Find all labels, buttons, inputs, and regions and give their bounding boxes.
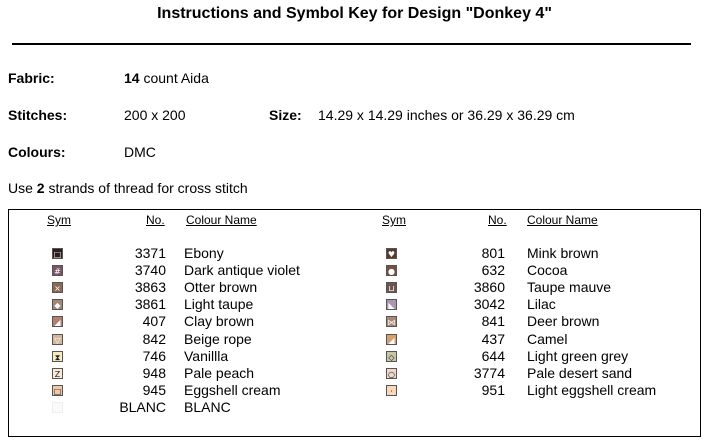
colour-number: 437: [481, 330, 505, 347]
header-no-left: No.: [146, 213, 165, 227]
colour-number: 3863: [134, 279, 166, 296]
colour-name: Light green grey: [527, 347, 629, 364]
colour-number: 746: [142, 347, 166, 364]
symbol-swatch-icon: ♥: [387, 250, 396, 259]
colour-number: 3371: [134, 245, 166, 261]
colour-name: Cocoa: [527, 262, 568, 279]
page-title: Instructions and Symbol Key for Design "Donkey 4": [157, 5, 552, 22]
symbol-swatch-icon: [52, 402, 63, 413]
symbol-swatch-icon: ⋈: [387, 318, 396, 328]
symbol-swatch-icon: ●: [386, 265, 397, 276]
colour-name: Eggshell cream: [184, 381, 281, 398]
key-row-right: [0, 331, 709, 348]
strands-note: [8, 180, 248, 196]
symbol-swatch-icon: ○: [386, 368, 397, 379]
colour-number: 3740: [134, 262, 166, 279]
symbol-swatch-icon: ◆: [52, 299, 63, 310]
symbol-swatch-icon: ◇: [386, 351, 397, 362]
colour-name: Beige rope: [184, 330, 252, 347]
header-name-left: Colour Name: [186, 213, 257, 227]
key-row-right: [0, 279, 709, 296]
fabric-label: Fabric:: [8, 70, 55, 86]
header-no-right: No.: [488, 213, 507, 227]
stitches-value: 200 x 200: [124, 107, 186, 123]
colour-name: Light eggshell cream: [527, 381, 657, 398]
symbol-swatch-icon: ◢: [52, 316, 63, 327]
colour-number: BLANC: [119, 398, 166, 415]
fabric-count: 14: [124, 70, 140, 86]
colour-name: Lilac: [527, 296, 556, 313]
header-name-right: Colour Name: [527, 213, 598, 227]
colour-number: 3042: [473, 296, 505, 313]
colour-name: Light taupe: [184, 296, 254, 313]
strands-pre: Use: [8, 180, 37, 196]
colour-number: 841: [481, 313, 505, 330]
colour-name: Vanillla: [184, 347, 229, 364]
key-row-left: [0, 399, 709, 416]
key-row-right: [0, 348, 709, 365]
colour-name: Dark antique violet: [184, 262, 300, 279]
colour-number: 842: [142, 330, 166, 347]
colour-number: 644: [481, 347, 505, 364]
colour-name: Camel: [527, 330, 568, 347]
symbol-swatch-icon: Z: [52, 368, 63, 379]
colour-number: 632: [481, 262, 505, 279]
stitches-label: Stitches:: [8, 107, 68, 123]
colour-name: Pale peach: [184, 364, 255, 381]
strands-count: 2: [36, 180, 45, 196]
colour-number: 951: [481, 381, 505, 398]
header-sym-right: Sym: [382, 213, 406, 227]
colour-name: Taupe mauve: [527, 279, 612, 296]
colour-name: Ebony: [184, 245, 224, 261]
symbol-swatch-icon: ◢: [386, 334, 397, 345]
symbol-swatch-icon: ▽: [52, 334, 63, 345]
fabric-rest: count Aida: [139, 70, 209, 86]
colour-name: Otter brown: [184, 279, 258, 296]
symbol-swatch-icon: #: [52, 265, 63, 276]
key-row-right: [0, 296, 709, 313]
colour-number: 801: [481, 245, 505, 261]
symbol-swatch-icon: □: [53, 386, 62, 396]
colours-value: DMC: [124, 144, 156, 160]
size-label: Size:: [269, 107, 302, 123]
colour-number: 3861: [134, 296, 166, 313]
colour-name: Clay brown: [184, 313, 255, 330]
colour-name: Deer brown: [527, 313, 600, 330]
key-row-right: [0, 313, 709, 330]
colour-name: Mink brown: [527, 245, 599, 261]
symbol-swatch-icon: ⧗: [52, 351, 63, 362]
size-value: 14.29 x 14.29 inches or 36.29 x 36.29 cm: [318, 107, 575, 123]
colour-number: 3774: [473, 364, 505, 381]
colour-name: Pale desert sand: [527, 364, 633, 381]
colour-number: 3860: [473, 279, 505, 296]
symbol-swatch-icon: □: [53, 250, 62, 259]
fabric-value: [124, 70, 209, 86]
colour-number: 945: [142, 381, 166, 398]
title-rule: [12, 43, 691, 45]
colour-number: 948: [142, 364, 166, 381]
symbol-swatch-icon: ◣: [386, 299, 397, 310]
header-sym-left: Sym: [47, 213, 71, 227]
key-row-right: [0, 382, 709, 399]
key-row-right: [0, 262, 709, 279]
key-row-right: [0, 365, 709, 382]
colour-name: BLANC: [184, 398, 231, 415]
symbol-swatch-icon: ⊔: [386, 282, 397, 293]
colours-label: Colours:: [8, 144, 66, 160]
symbol-swatch-icon: ×: [52, 282, 63, 293]
key-row-right: [0, 245, 709, 262]
symbol-swatch-icon: ·: [386, 385, 397, 396]
colour-number: 407: [142, 313, 166, 330]
strands-post: strands of thread for cross stitch: [44, 180, 248, 196]
